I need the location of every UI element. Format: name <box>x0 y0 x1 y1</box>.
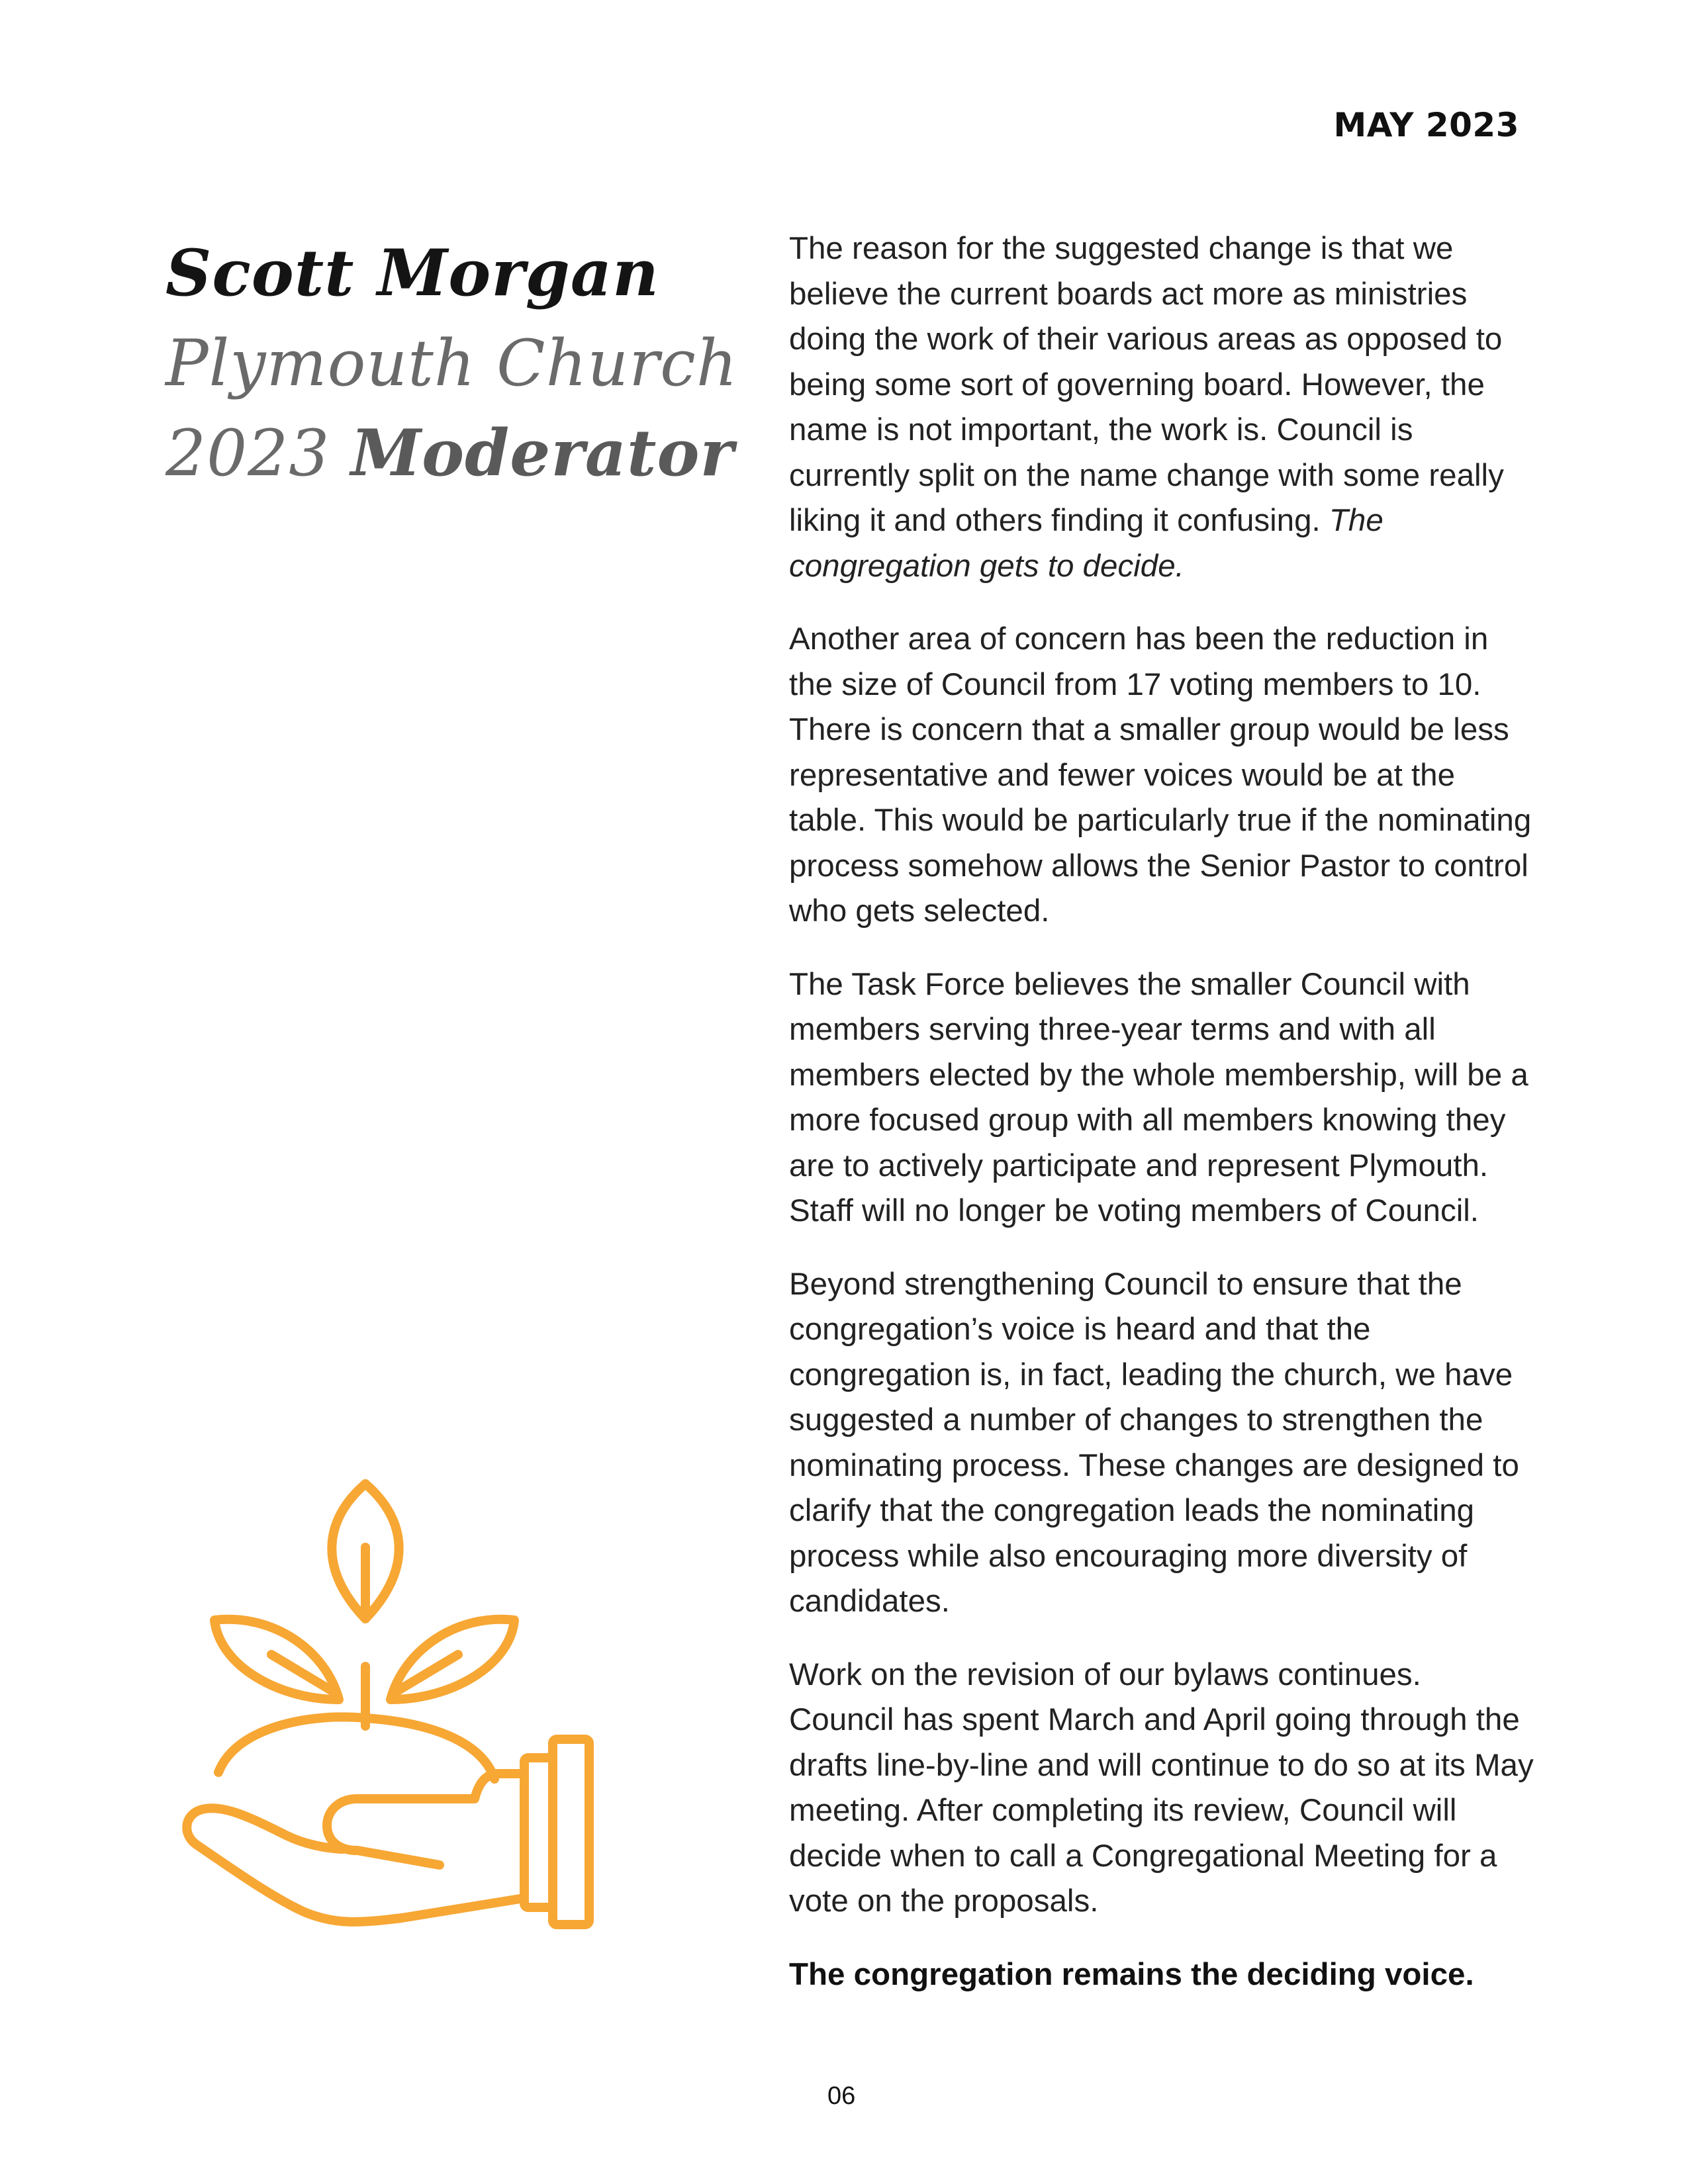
author-signature <box>165 228 738 498</box>
soil-mound <box>218 1717 494 1779</box>
paragraph-1-text: The reason for the suggested change is that we believe the current boards act more as ministries doing the work of their various areas as opposed to being some sort of governing board. However, the name is not important, the work is. Council is currently split on the name change with some really liking it and others finding it confusing. <box>789 231 1504 538</box>
article-paragraph-3: The Task Force believes the smaller Council with members serving three-year terms and with all members elected by the whole membership, will be a more focused group with all members knowing they are to actively participate and represent Plymouth. Staff will no longer be voting members of Council. <box>789 966 1528 1228</box>
closing-statement: The congregation remains the deciding voice. <box>789 1956 1474 1992</box>
article-paragraph-5: Work on the revision of our bylaws continues. Council has spent March and April going through the drafts line-by-line and will continue to do so at its May meeting. After completing its review, Council will decide when to call a Congregational Meeting for a vote on the proposals. <box>789 1657 1534 1919</box>
sleeve-band <box>524 1758 553 1907</box>
author-role <box>165 408 735 498</box>
article-paragraph-4: Beyond strengthening Council to ensure that the congregation’s voice is heard and that the congregation is, in fact, leading the church, we have suggested a number of changes to strengthen the nominating process. These changes are designed to clarify that the congregation leads the nominating process while also encouraging more diversity of candidates. <box>789 1266 1519 1619</box>
author-organization: Plymouth Church <box>165 326 738 400</box>
author-role-title: Moderator <box>350 416 735 490</box>
article-paragraph-2: Another area of concern has been the reduction in the size of Council from 17 voting members to 10. There is concern that a smaller group would be less representative and fewer voices would be at the table. This would be particularly true if the nominating process somehow allows the Senior Pastor to control who gets selected. <box>789 621 1532 929</box>
author-name: Scott Morgan <box>165 236 659 310</box>
author-role-year: 2023 <box>165 416 330 490</box>
page-number: 06 <box>827 2082 856 2110</box>
sleeve-cuff <box>553 1739 589 1925</box>
hand-holding-plant-icon <box>173 1475 637 1964</box>
hand-outline <box>187 1774 524 1922</box>
article-paragraph-1 <box>789 226 1534 589</box>
paragraph-1-emphasis: The congregation gets to decide. <box>789 503 1383 584</box>
article-body <box>789 226 1534 2025</box>
issue-date: MAY 2023 <box>1333 106 1519 144</box>
